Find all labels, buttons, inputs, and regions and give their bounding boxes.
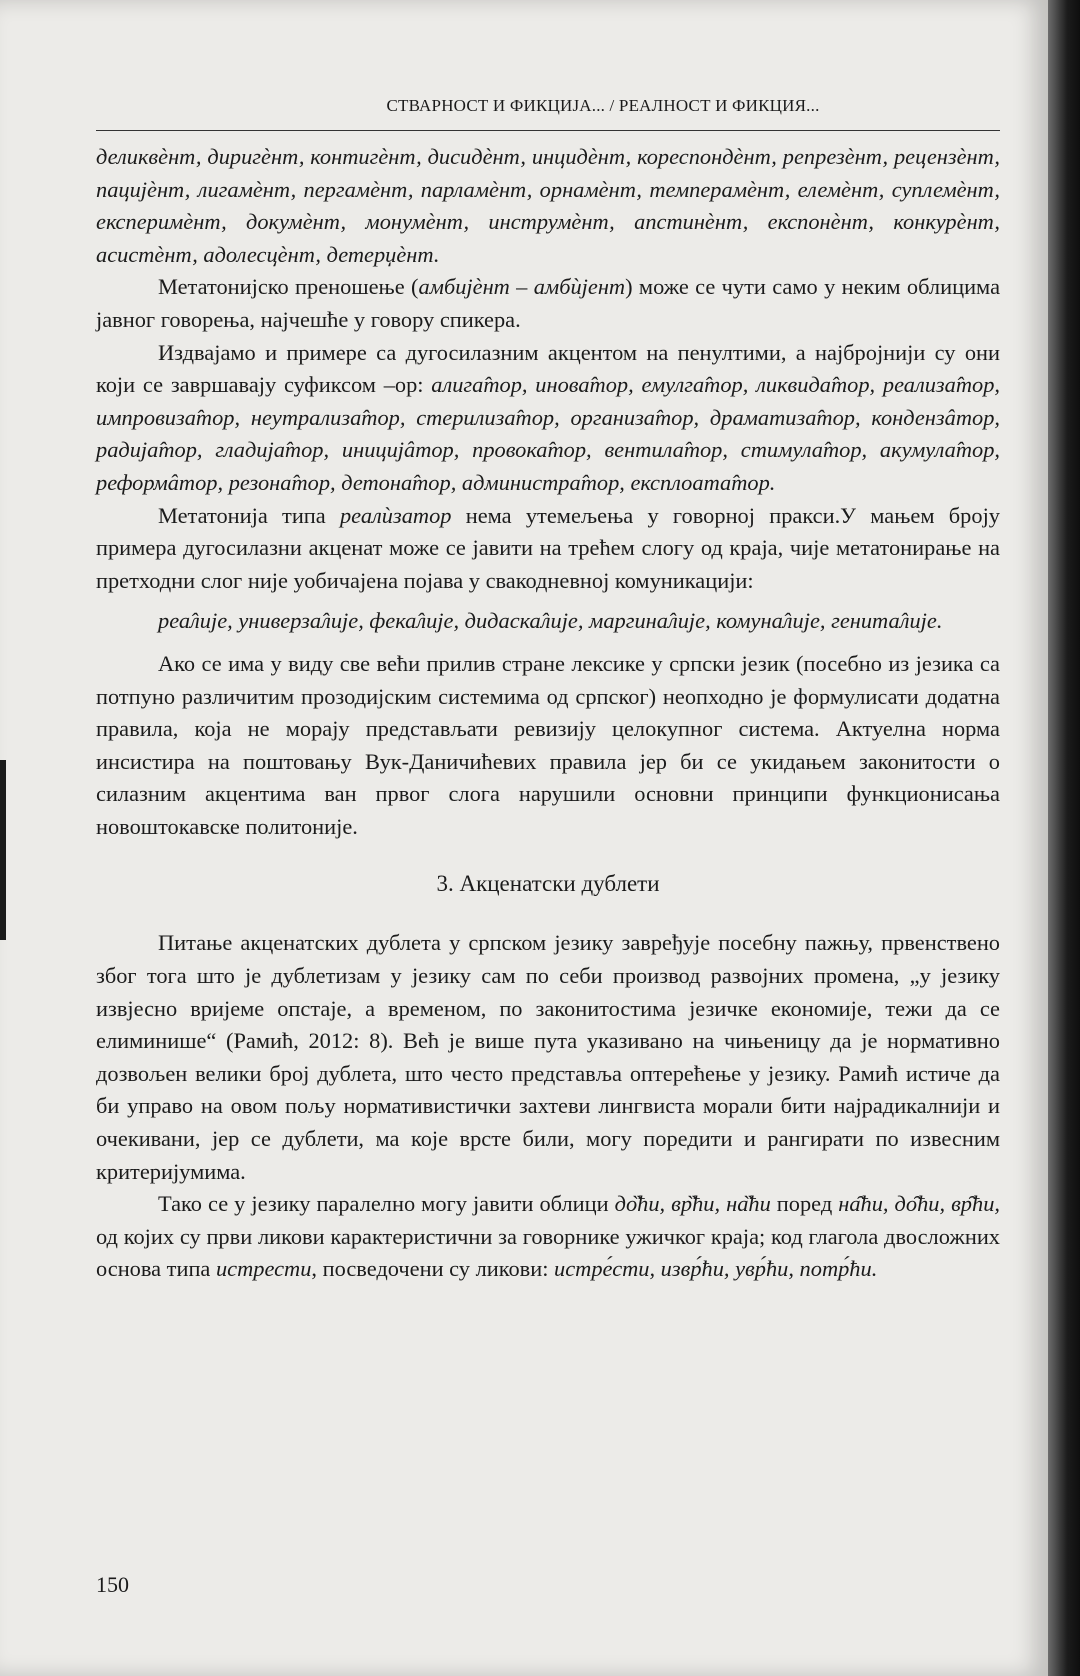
book-edge (1048, 0, 1080, 1676)
text-span: Издвајамо и примере са дугосилазним акцентом на пенултими, а најбројнији су они који се завршавају суфиксом –ор: (96, 339, 1000, 398)
italic-span: на̑ћи, до̑ћи, вр̑ћи, (838, 1191, 1000, 1217)
paragraph-2 (96, 271, 1000, 336)
text-span: поред (770, 1191, 839, 1217)
text-span: Метатонијско преношење ( (158, 274, 419, 300)
text-span: , посведочени су ликови: (311, 1256, 555, 1282)
text-span: Тако се у језику паралелно могу јавити облици (158, 1191, 615, 1217)
paragraph-1: деликвѐнт, диригѐнт, контигѐнт, дисидѐнт, инцидѐнт, кореспондѐнт, репрезѐнт, рецензѐнт, пацијѐнт, лигамѐнт, пергамѐнт, парламѐнт, орнамѐнт, темперамѐнт, елемѐнт, суплемѐнт, експеримѐнт, докумѐнт, монумѐнт, инструмѐнт, апстинѐнт, експонѐнт, конкурѐнт, асистѐнт, адолесцѐнт, детерџѐнт. (96, 144, 1000, 267)
example-line: реа̂лије, универза̂лије, фека̂лије, дидаска̂лије, маргина̂лије, комуна̂лије, генита̂лије. (158, 608, 943, 634)
paragraph-6: Ако се има у виду све већи прилив стране лексике у српски језик (посебно из језика са потпуно различитим прозодијским системима од српског) неопходно је формулисати додатна правила, која не морају представљати ревизију целокупног система. Актуелна норма инсистира на поштовању Вук-Даничићевих правила јер би се укидањем законитости о силазним акцентима ван првог слога нарушили основни принципи функционисања новоштокавске политоније. (96, 650, 1000, 839)
page-content (96, 96, 1000, 1286)
left-edge-shadow (0, 760, 6, 940)
section-title: 3. Акценатски дублети (436, 871, 660, 897)
text-span: од којих су први ликови карактеристични за говорнике ужичког краја; код глагола двосложних основа типа (96, 1223, 1000, 1282)
text-span: Метатонија типа (158, 502, 340, 528)
text-span: нема утемељења у говорној пракси.У мањем броју примера дугосилазни акценат може се јавити на трећем слогу од краја, чије метатонирање на претходни слог није уобичајена појава у свакодневној комуникацији: (96, 502, 1000, 593)
italic-span: алига̂тор, инова̂тор, емулга̂тор, ликвида̂тор, реализа̂тор, импровиза̂тор, неутрализа̂тор, стерилиза̂тор, организа̂тор, драматиза̂тор, кондензâтор, радија̂тор, гладија̂тор, иницијâтор, провока̂тор, вентила̂тор, стимула̂тор, акумула̂тор, реформâтор, резона̂тор, детона̂тор, администра̂тор, експлоата̂тор. (96, 372, 1000, 495)
italic-span: амбијѐнт – амбѝјент (418, 274, 626, 300)
running-head: СТВАРНОСТ И ФИКЦИЈА... / РЕАЛНОСТ И ФИКЦИЯ... (96, 96, 1000, 131)
paragraph-3 (96, 337, 1000, 500)
paragraph-8 (96, 1188, 1000, 1286)
italic-span: до̏ћи, вр̏ћи, на̏ћи (614, 1191, 771, 1217)
paragraph-7: Питање акценатских дублета у српском језику завређује посебну пажњу, првенствено због тога што је дублетизам у језику сам по себи производ развојних промена, „у језику извјесно вријеме опстаје, а временом, по законитостима језичке економије, тежи да се елиминише“ (Рамић, 2012: 8). Већ је више пута указивано на чињеницу да је нормативно дозвољен велики број дублета, што често представља оптерећење у језику. Рамић истиче да би управо на овом пољу нормативистички захтеви лингвиста морали бити најрадикалнији и очекивани, јер се дублети, ма које врсте били, могу поредити и рангирати по извесним критеријумима. (96, 930, 1000, 1184)
italic-span: истре́сти, извр́ћи, увр́ћи, потр́ћи. (554, 1256, 878, 1282)
text-span: ) може се чути само у неким облицима јавног говорења, најчешће у говору спикера. (96, 274, 1001, 332)
paragraph-4 (96, 500, 1000, 598)
italic-span: истрести (215, 1256, 312, 1282)
page-number: 150 (96, 1572, 129, 1597)
italic-span: реалѝзатор (339, 502, 452, 528)
